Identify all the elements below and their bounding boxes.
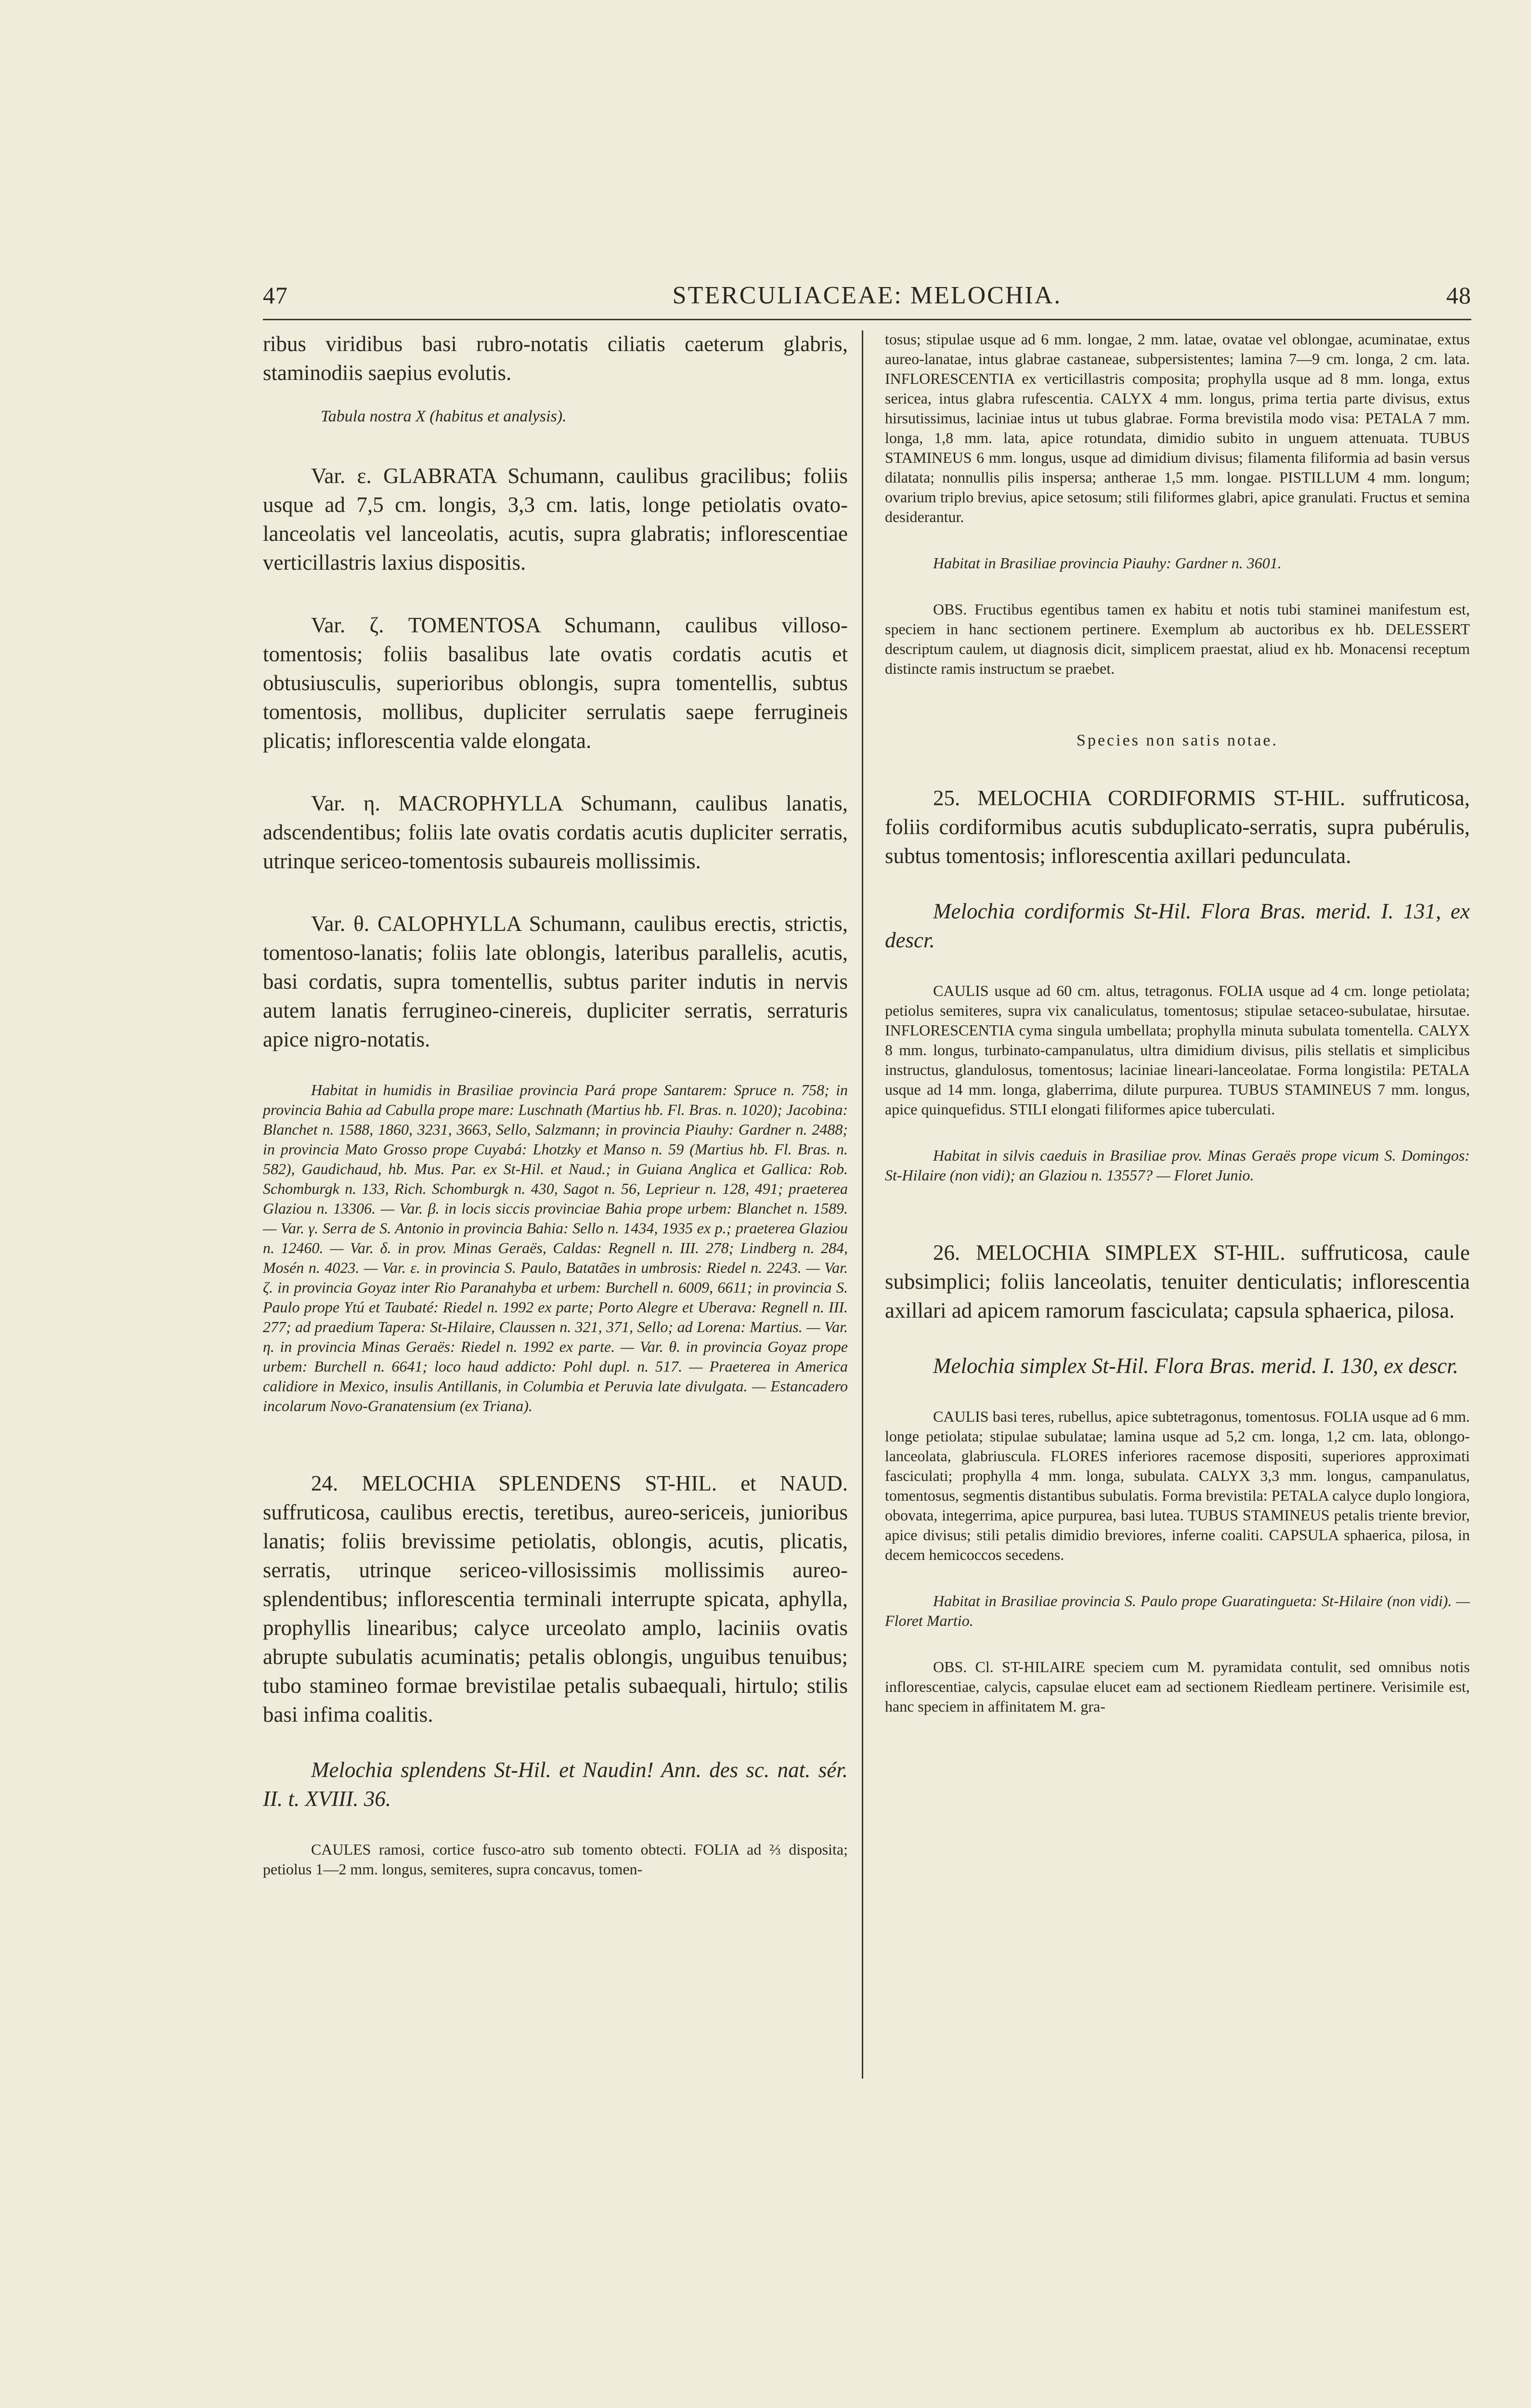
species-26-description: CAULIS basi teres, rubellus, apice subtetragonus, tomentosus. FOLIA usque ad 6 mm. longe petiolata; stipulae subulatae; lamina usque ad 5,2 cm. longa, 1,2 cm. lata, oblongo-lanceolata, glabriuscula. FLORES inferiores racemose dispositi, superiores approximati fasciculati; prophylla 4 mm. longa, subulata. CALYX 3,3 mm. longus, campanulatus, tomentosus, segmentis distantibus subulatis. Forma brevistila: PETALA calyce duplo longiora, obovata, integerrima, apice purpurea, basi lutea. TUBUS STAMINEUS petalis triente brevior, apice divisus; stili petalis dimidio breviores, inferne coaliti. CAPSULA sphaerica, pilosa, in decem hemicoccos secedens. [885, 1408, 1470, 1563]
paragraph-var-theta: Var. θ. CALOPHYLLA Schumann, caulibus erectis, strictis, tomentoso-lanatis; foliis late oblongis, lateribus parallelis, acutis, basi cordatis, supra tomentellis, subtus pariter indutis in nervis autem lanatis ferrugineo-cinereis, dupliciter serratis, serraturis apice nigro-notatis. [263, 912, 848, 1051]
paragraph-intro: ribus viridibus basi rubro-notatis ciliatis caeterum glabris, staminodiis saepius evolutis. [263, 332, 848, 385]
page-number-left: 47 [263, 282, 288, 309]
species-25-habitat: Habitat in silvis caeduis in Brasiliae prov. Minas Geraës prope vicum S. Domingos: St-Hilaire (non vidi); an Glaziou n. 13557? — Floret Junio. [885, 1147, 1470, 1184]
species-24-observation: OBS. Fructibus egentibus tamen ex habitu et notis tubi staminei manifestum est, speciem in hanc sectionem pertinere. Exemplum ab auctoribus ex hb. DELESSERT descriptum caulem, ut diagnosis dicit, simplicem praestat, aliud ex hb. Monacensi receptum distincte ramis instructum se praebet. [885, 601, 1470, 677]
species-24-habitat: Habitat in Brasiliae provincia Piauhy: Gardner n. 3601. [933, 554, 1282, 572]
species-26-habitat: Habitat in Brasiliae provincia S. Paulo prope Guaratingueta: St-Hilaire (non vidi). — Floret Martio. [885, 1592, 1470, 1629]
paragraph-var-eta: Var. η. MACROPHYLLA Schumann, caulibus lanatis, adscendentibus; foliis late ovatis cordatis acutis dupliciter serratis, utrinque sericeo-tomentosis subaureis mollissimis. [263, 791, 848, 873]
species-24-diagnosis: 24. MELOCHIA SPLENDENS ST-HIL. et NAUD. suffruticosa, caulibus erectis, teretibus, aureo-sericeis, junioribus lanatis; foliis brevissime petiolatis, oblongis, acutis, plicatis, serratis, utrinque sericeo-villosissimis mollissimis aureo-splendentibus; inflorescentia terminali interrupte spicata, aphylla, prophyllis linearibus; calyce urceolato amplo, laciniis ovatis abrupte subulatis acuminatis; petalis oblongis, unguibus tenuibus; tubo stamineo formae brevistilae petalis subaequali, hirtulo; stilis basi infima coalitis. [263, 1471, 848, 1727]
page-number-right: 48 [1446, 282, 1471, 309]
right-column [885, 329, 1470, 1716]
page-header [263, 281, 1471, 310]
running-title: STERCULIACEAE: MELOCHIA. [672, 282, 1062, 309]
paragraph-var-zeta: Var. ζ. TOMENTOSA Schumann, caulibus villoso-tomentosis; foliis basalibus late ovatis cordatis acutis et obtusiusculis, superioribus oblongis, supra tomentellis, subtus tomentosis, mollibus, dupliciter serrulatis saepe ferrugineis plicatis; inflorescentia valde elongata. [263, 613, 848, 753]
species-25-description: CAULIS usque ad 60 cm. altus, tetragonus. FOLIA usque ad 4 cm. longe petiolata; petiolus semiteres, supra vix canaliculatus, tomentosus; stipulae setaceo-subulatae, hirsutae. INFLORESCENTIA cyma singula umbellata; prophylla minuta subulata tomentella. CALYX 8 mm. longus, turbinato-campanulatus, ultra dimidium divisus, pilis stellatis et simplicibus instructus, glandulosus, tomentosus; laciniae lineari-lanceolatae. Forma longistila: PETALA usque ad 14 mm. longa, glaberrima, dilute purpurea. TUBUS STAMINEUS 7 mm. longus, apice quinquefidus. STILI elongati filiformes apice tuberculati. [885, 982, 1470, 1118]
species-25-reference: Melochia cordiformis St-Hil. Flora Bras. merid. I. 131, ex descr. [885, 899, 1470, 952]
left-column [263, 329, 848, 1879]
paragraph-var-epsilon: Var. ε. GLABRATA Schumann, caulibus gracilibus; foliis usque ad 7,5 cm. longis, 3,3 cm. latis, longe petiolatis ovato-lanceolatis vel lanceolatis, acutis, supra glabratis; inflorescentiae verticillastris laxius dispositis. [263, 464, 848, 575]
plate-reference: Tabula nostra X (habitus et analysis). [321, 407, 567, 425]
species-25-diagnosis: 25. MELOCHIA CORDIFORMIS ST-HIL. suffruticosa, foliis cordiformibus acutis subduplicato-serratis, supra pubérulis, subtus tomentosis; inflorescentia axillari pedunculata. [885, 786, 1470, 868]
species-26-observation: OBS. Cl. ST-HILAIRE speciem cum M. pyramidata contulit, sed omnibus notis inflorescentiae, calycis, capsulae elucet eam ad sectionem Riedleam pertinere. Verisimile est, hanc speciem in affinitatem M. gra- [885, 1658, 1470, 1715]
species-24-reference: Melochia splendens St-Hil. et Naudin! Ann. des sc. nat. sér. II. t. XVIII. 36. [263, 1758, 848, 1811]
species-24-description-continued: tosus; stipulae usque ad 6 mm. longae, 2 mm. latae, ovatae vel oblongae, acuminatae, extus aureo-lanatae, intus glabrae castaneae, subpersistentes; lamina 7—9 cm. longa, 2 cm. lata. INFLORESCENTIA ex verticillastris composita; prophylla usque ad 8 mm. longa, extus sericea, intus glabra rufescentia. CALYX 4 mm. longus, prima tertia parte divisus, extus hirsutissimus, laciniae intus ut tubus glabrae. Forma brevistila modo visa: PETALA 7 mm. longa, 1,8 mm. lata, apice rotundata, dimidio subito in unguem attenuata. TUBUS STAMINEUS 6 mm. longus, usque ad dimidium divisus; filamenta filiformia ad basin versus dilatata; nonnullis pilis inspersa; antherae 1,5 mm. longae. PISTILLUM 4 mm. longum; ovarium triplo brevius, apice setosum; stili filiformes glabri, apice granulati. Fructus et semina desiderantur. [885, 330, 1470, 525]
species-24-description: CAULES ramosi, cortice fusco-atro sub tomento obtecti. FOLIA ad ⅔ disposita; petiolus 1—2 mm. longus, semiteres, supra concavus, tomen- [263, 1841, 848, 1878]
species-26-diagnosis: 26. MELOCHIA SIMPLEX ST-HIL. suffruticosa, caule subsimplici; foliis lanceolatis, tenuiter denticulatis; inflorescentia axillari ad apicem ramorum fasciculata; capsula sphaerica, pilosa. [885, 1241, 1470, 1322]
habitat-paragraph: Habitat in humidis in Brasiliae provincia Pará prope Santarem: Spruce n. 758; in provincia Bahia ad Cabulla prope mare: Luschnath (Martius hb. Fl. Bras. n. 1020); Jacobina: Blanchet n. 1588, 1860, 3231, 3663, Sello, Salzmann; in provincia Piauhy: Gardner n. 2488; in provincia Mato Grosso prope Cuyabá: Lhotzky et Manso n. 59 (Martius hb. Fl. Bras. n. 582), Gaudichaud, hb. Mus. Par. ex St-Hil. et Naud.; in Guiana Anglica et Gallica: Rob. Schomburgk n. 133, Rich. Schomburgk n. 430, Sagot n. 56, Leprieur n. 128, 491; praeterea Glaziou n. 13306. — Var. β. in locis siccis provinciae Bahia prope urbem: Blanchet n. 1589. — Var. γ. Serra de S. Antonio in provincia Bahia: Sello n. 1434, 1935 ex p.; praeterea Glaziou n. 12460. — Var. δ. in prov. Minas Geraës, Caldas: Regnell n. III. 278; Lindberg n. 284, Mosén n. 4023. — Var. ε. in provincia S. Paulo, Batatães in umbrosis: Riedel n. 2243. — Var. ζ. in provincia Goyaz inter Rio Paranahyba et urbem: Burchell n. 6009, 6611; in provincia S. Paulo prope Ytú et Taubaté: Riedel n. 1992 ex parte; Porto Alegre et Uberava: Regnell n. III. 277; ad praedium Tapera: St-Hilaire, Claussen n. 321, 371, Sello; ad Lorena: Martius. — Var. η. in provincia Minas Geraës: Riedel n. 1992 ex parte. — Var. θ. in provincia Goyaz prope urbem: Burchell n. 6641; loco haud addicto: Pohl dupl. n. 517. — Praeterea in America calidiore in Mexico, insulis Antillanis, in Columbia et Peruvia late divulgata. — Estancadero incolarum Novo-Granatensium (ex Triana). [263, 1081, 848, 1414]
header-rule [263, 319, 1471, 320]
species-26-reference: Melochia simplex St-Hil. Flora Bras. merid. I. 130, ex descr. [933, 1354, 1459, 1378]
section-heading: Species non satis notae. [1077, 732, 1278, 749]
column-divider [862, 330, 863, 2079]
